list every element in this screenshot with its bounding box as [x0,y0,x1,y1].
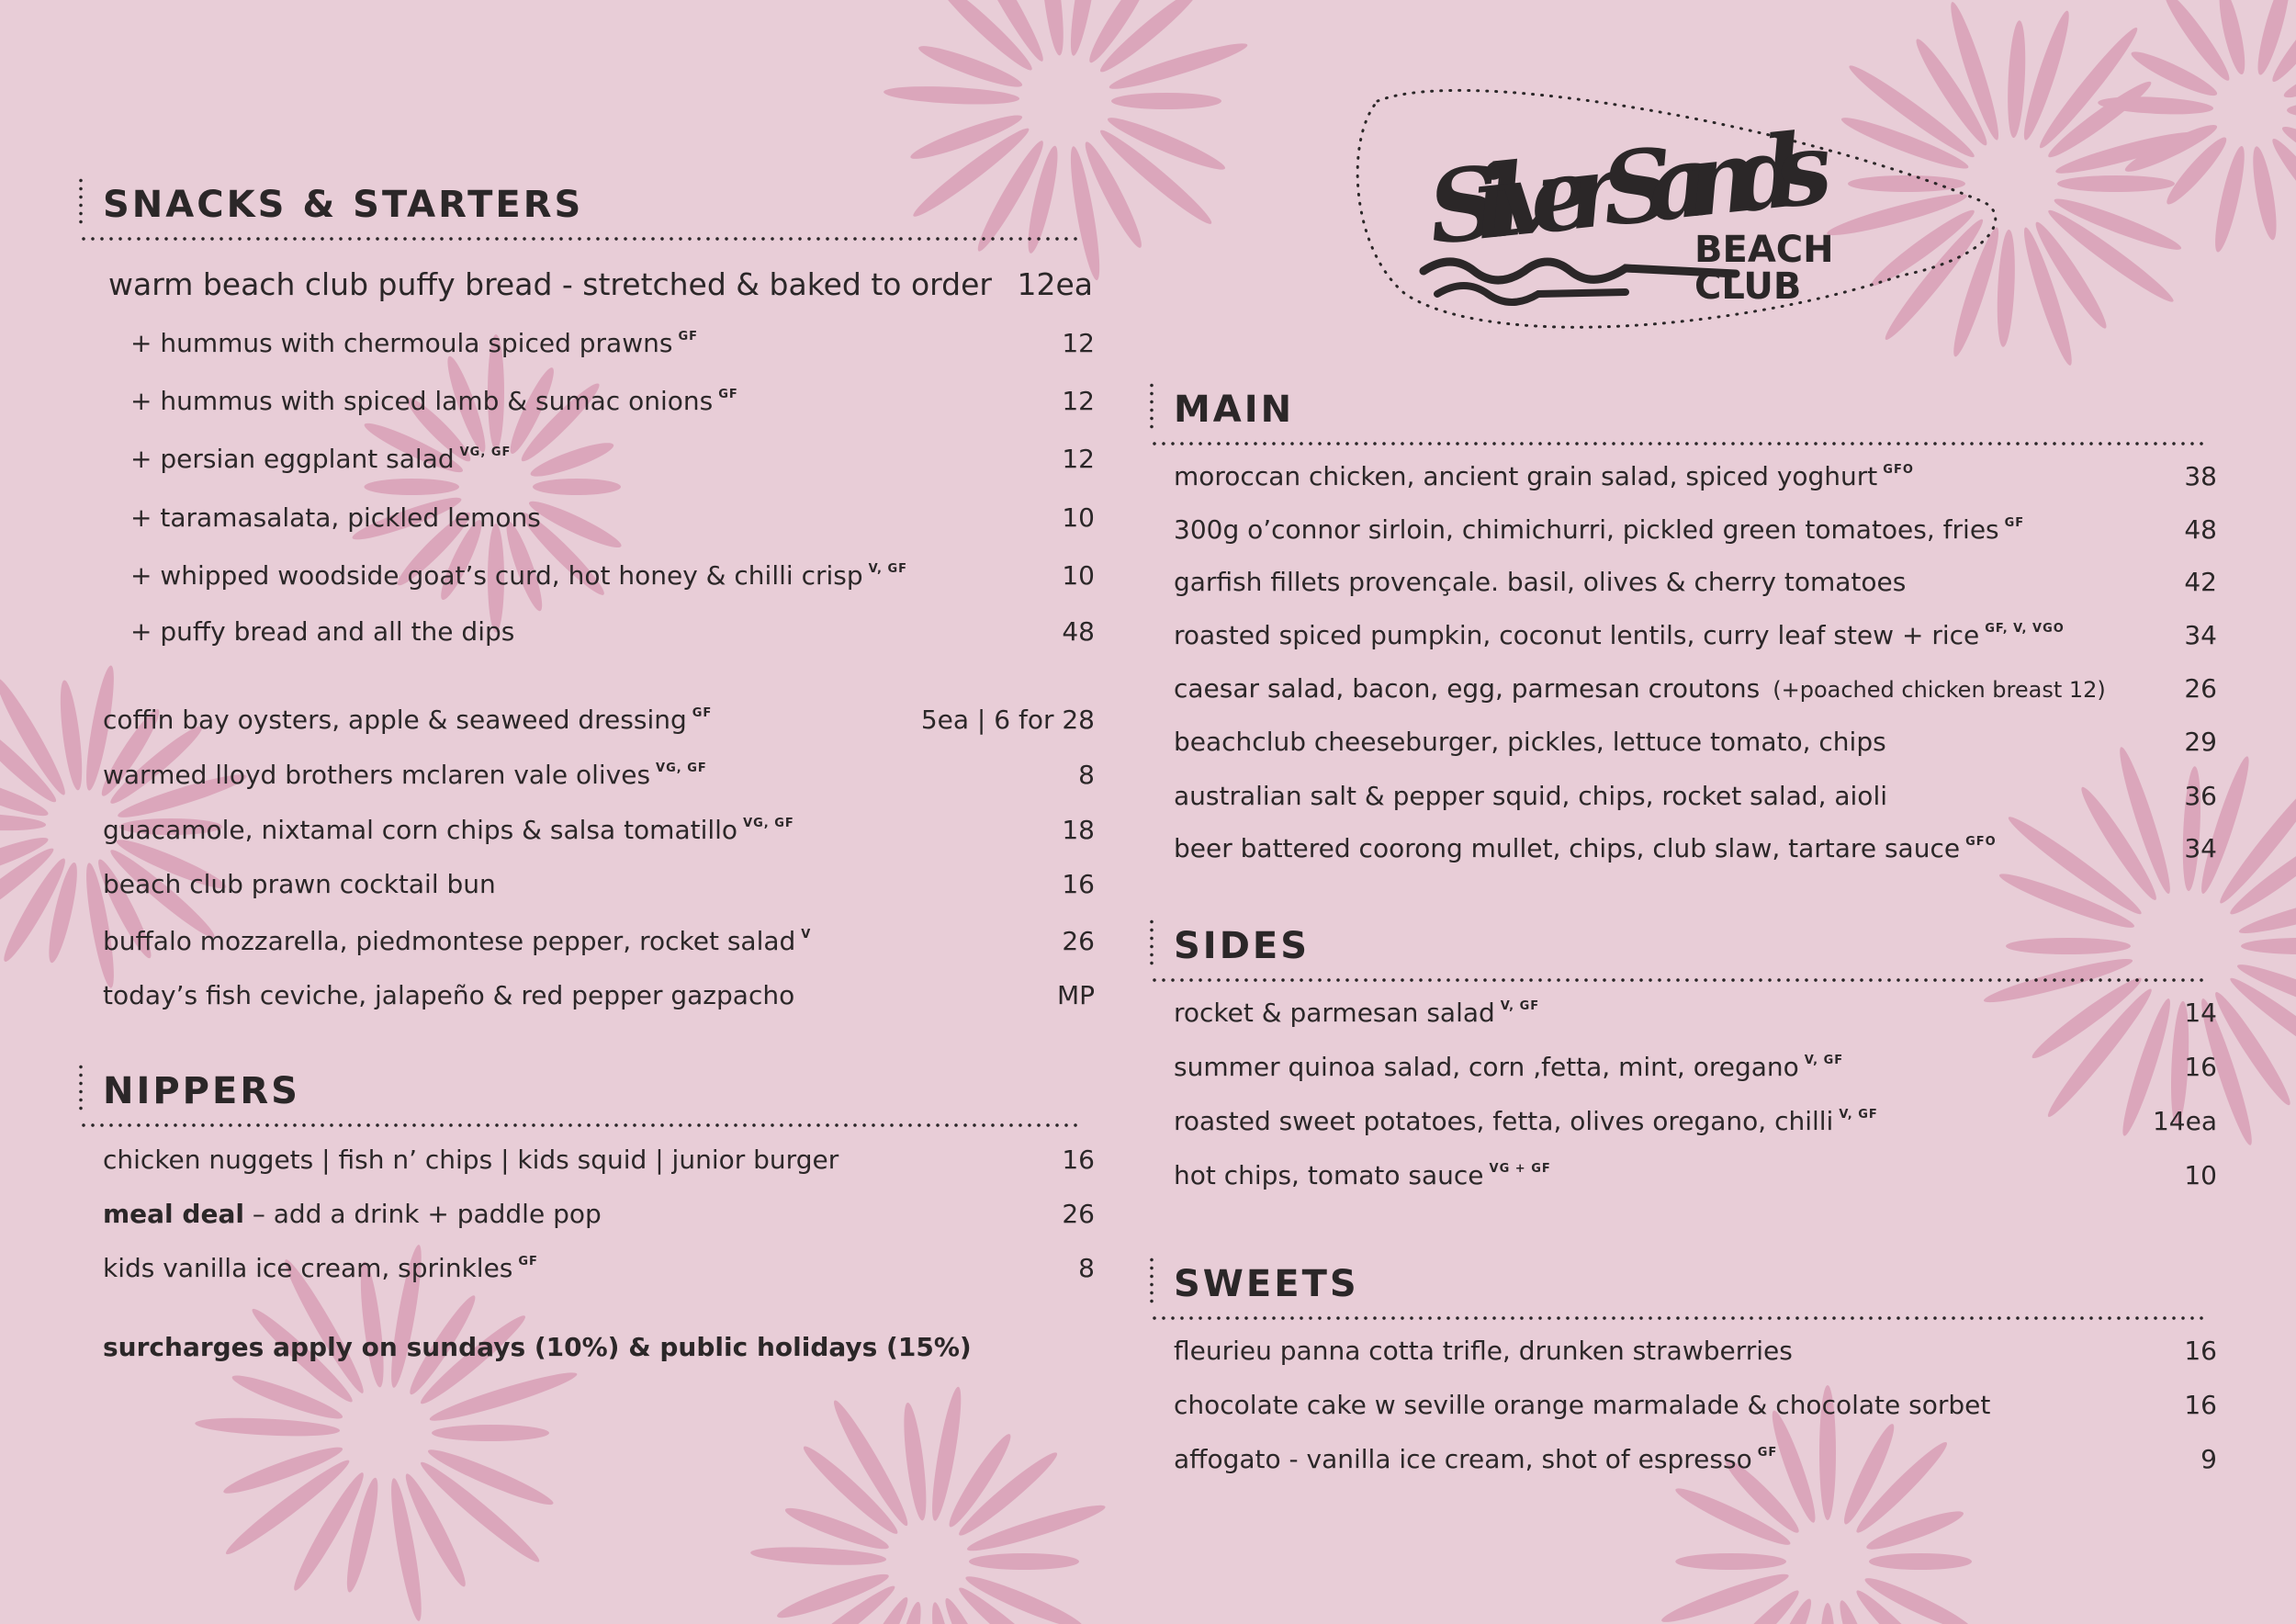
menu-item-name-text: fleurieu panna cotta trifle, drunken strawberries [1174,1336,1793,1366]
menu-item [130,502,1095,539]
menu-item-name-text: + persian eggplant salad [130,444,455,474]
menu-item-name [130,616,514,647]
starburst-ray [365,479,460,495]
menu-item [130,328,1095,365]
menu-item-name [1174,673,2106,704]
menu-item [1174,781,2217,818]
menu-item-name [1174,1160,1551,1190]
starburst-ray [2057,175,2175,192]
menu-item-price: 10 [2184,1160,2217,1190]
starburst-ray [1869,1553,1972,1570]
menu-item [1174,673,2217,710]
menu-item [1174,461,2217,498]
menu-item-name-text: rocket & parmesan salad [1174,998,1495,1028]
section-vertical-dots [1150,381,1154,433]
menu-item-price: 8 [1078,1253,1095,1283]
dietary-tag: V [801,928,812,942]
menu-item-name [103,980,794,1010]
section-divider-dots [1150,442,2204,445]
section-divider-dots [79,237,1082,241]
dietary-tag: VG, GF [656,761,707,775]
menu-item [1174,1336,2217,1372]
starburst-ray [1037,0,1068,57]
menu-item-name [130,328,698,358]
menu-item [1174,1052,2217,1088]
menu-item-name-text: beachclub cheeseburger, pickles, lettuce tomato, chips [1174,727,1886,757]
menu-item-name-text: chicken nuggets | fish n’ chips | kids squid | junior burger [103,1145,839,1175]
dietary-tag: V, GF [868,562,908,576]
menu-item-name [1174,514,2024,545]
menu-item-name-text: kids vanilla ice cream, sprinkles [103,1253,513,1283]
menu-item-price: 16 [2184,1390,2217,1420]
menu-item-price: 16 [1062,869,1095,899]
dietary-tag: GF, V, VGO [1985,622,2065,636]
menu-item-price: 12 [1062,386,1095,416]
menu-item-name-text: + hummus with chermoula spiced prawns [130,328,673,358]
starburst-ray [533,479,621,495]
menu-item-name [130,502,541,533]
starburst-ray [2006,938,2131,954]
menu-item-price: 36 [2184,781,2217,811]
menu-item [103,869,1095,906]
menu-item-price: 16 [1062,1145,1095,1175]
dietary-tag: GFO [1883,463,1914,477]
menu-item-name-text: today’s fish ceviche, jalapeño & red pepper gazpacho [103,980,795,1010]
section-title: NIPPERS [103,1070,300,1112]
menu-item-name [1174,998,1539,1028]
menu-item [103,1199,1095,1235]
menu-item-price: 26 [1062,1199,1095,1229]
section-divider-dots [1150,978,2204,982]
logo-club-text: CLUB [1694,265,1802,308]
dietary-tag: GF [518,1255,538,1269]
menu-item [1174,514,2217,551]
menu-item-price: 34 [2184,833,2217,863]
starburst-ray [1111,93,1221,109]
menu-item [103,760,1095,796]
menu-item-name-text: moroccan chicken, ancient grain salad, spiced yoghurt [1174,461,1878,491]
menu-item-name [103,869,496,899]
dietary-tag: V, GF [1500,999,1540,1013]
menu-item [1174,1106,2217,1143]
menu-item-name-text: warmed lloyd brothers mclaren vale olives [103,760,651,790]
menu-item-name-text: + whipped woodside goat’s curd, hot honey & chilli crisp [130,560,863,591]
menu-item-price: 12 [1062,328,1095,358]
starburst-ray [195,1415,341,1439]
surcharge-note: surcharges apply on sundays (10%) & public holidays (15%) [103,1332,972,1362]
silver-sands-logo [1350,64,2020,358]
menu-item-price: 48 [2184,514,2217,545]
menu-item-name [130,560,907,591]
menu-item-name-text: – add a drink + paddle pop [243,1199,602,1229]
menu-item-price: 10 [1062,502,1095,533]
menu-item-name [1174,567,1906,597]
starburst-ray [907,109,1025,165]
section-title: SWEETS [1174,1263,1359,1305]
menu-item-name-text: + puffy bread and all the dips [130,616,515,647]
logo-badge [1350,64,2020,358]
section-title: SIDES [1174,925,1311,967]
menu-item-name [103,1253,538,1283]
menu-item-name [103,1199,602,1229]
menu-item-name [103,1145,838,1175]
menu-item [1174,1160,2217,1197]
menu-item [1174,1390,2217,1427]
menu-item-name-text: roasted spiced pumpkin, coconut lentils, curry leaf stew + rice [1174,620,1980,650]
menu-item [103,926,1095,963]
menu-item-name [1174,620,2065,650]
menu-item-name-text: garfish fillets provençale. basil, olives & cherry tomatoes [1174,567,1907,597]
starburst-ray [2210,144,2250,254]
menu-item-name-text: hot chips, tomato sauce [1174,1160,1484,1190]
menu-item-name [130,444,511,474]
menu-item-name-text: chocolate cake w seville orange marmalade & chocolate sorbet [1174,1390,1991,1420]
menu-item-price: 14ea [2152,1106,2217,1136]
menu-item-price: 26 [1062,926,1095,956]
menu-item-name [103,815,794,845]
menu-item-name [1174,1336,1793,1366]
menu-item [130,616,1095,653]
menu-item-name [1174,1106,1878,1136]
dietary-tag: VG, GF [743,817,794,830]
section-vertical-dots [79,176,83,228]
dietary-tag: V, GF [1839,1108,1878,1122]
starburst-ray [750,1544,887,1567]
menu-item-name [1174,1052,1843,1082]
menu-item-price: 14 [2184,998,2217,1028]
menu-item-name-bold: meal deal [103,1199,244,1229]
section-divider-dots [79,1123,1082,1127]
menu-item-price: 34 [2184,620,2217,650]
menu-item-name [103,926,811,956]
menu-item-price: 12ea [1017,266,1093,302]
menu-item-name-text: australian salt & pepper squid, chips, rocket salad, aioli [1174,781,1887,811]
starburst-ray [899,1402,930,1522]
menu-item-name-text: caesar salad, bacon, egg, parmesan croutons [1174,673,1761,704]
starburst-ray [1675,1553,1786,1570]
section-title: SNACKS & STARTERS [103,184,584,226]
starburst-ray [2241,938,2296,954]
menu-item-price: 48 [1062,616,1095,647]
menu-item-price: 16 [2184,1052,2217,1082]
menu-item-name [103,705,712,735]
menu-item [1174,727,2217,763]
menu-item-price: 5ea | 6 for 28 [920,705,1095,735]
menu-item-name-text: buffalo mozzarella, piedmontese pepper, rocket salad [103,926,796,956]
menu-item-name-text: roasted sweet potatoes, fetta, olives oregano, chilli [1174,1106,1834,1136]
menu-item-name [1174,727,1886,757]
menu-item [130,444,1095,480]
menu-item-note: (+poached chicken breast 12) [1773,677,2106,703]
menu-item-name [1174,833,1997,863]
menu-item [103,705,1095,741]
section-vertical-dots [1150,918,1154,969]
menu-item [103,1253,1095,1290]
menu-item-name-text: guacamole, nixtamal corn chips & salsa tomatillo [103,815,738,845]
menu-item [1174,833,2217,870]
menu-item-name-text: affogato - vanilla ice cream, shot of espresso [1174,1444,1752,1474]
menu-item-price: 8 [1078,760,1095,790]
section-title: MAIN [1174,389,1295,431]
menu-item [108,266,1093,303]
menu-item-name-text: 300g o’connor sirloin, chimichurri, pickled green tomatoes, fries [1174,514,1999,545]
menu-item-name-text: beer battered coorong mullet, chips, club slaw, tartare sauce [1174,833,1961,863]
menu-item-name [1174,1444,1777,1474]
menu-item-name-text: + hummus with spiced lamb & sumac onions [130,386,714,416]
starburst-ray [2248,145,2281,242]
menu-item-name [108,266,992,302]
menu-item-price: 42 [2184,567,2217,597]
menu-item [130,386,1095,423]
logo-script-text: Silver Sands [1423,109,1838,267]
menu-item-name-text: coffin bay oysters, apple & seaweed dressing [103,705,687,735]
starburst-ray [1819,1603,1836,1624]
menu-item-name [1174,461,1914,491]
logo-beach-text: BEACH [1694,229,1834,271]
starburst-ray [969,1553,1079,1570]
menu-item-name-text: warm beach club puffy bread - stretched & baked to order [108,266,992,302]
menu-item-price: 18 [1062,815,1095,845]
starburst-ray [56,679,86,791]
menu-item-price: 38 [2184,461,2217,491]
menu-item-price: 16 [2184,1336,2217,1366]
dietary-tag: VG + GF [1489,1162,1551,1176]
menu-item [103,980,1095,1017]
dietary-tag: GF [1757,1446,1778,1460]
menu-item-price: 26 [2184,673,2217,704]
menu-item [1174,998,2217,1034]
dietary-tag: GF [718,388,738,401]
menu-item-price: 12 [1062,444,1095,474]
menu-item-price: 10 [1062,560,1095,591]
starburst-ray [432,1425,549,1441]
menu-item-name-text: summer quinoa salad, corn ,fetta, mint, oregano [1174,1052,1799,1082]
menu-item-price: MP [1056,980,1095,1010]
dietary-tag: VG, GF [459,445,512,459]
menu-item-price: 29 [2184,727,2217,757]
starburst-ray [884,84,1020,107]
menu-item [1174,567,2217,603]
menu-item [130,560,1095,597]
section-vertical-dots [1150,1256,1154,1307]
menu-item [103,815,1095,851]
starburst-ray [2287,102,2296,118]
menu-item-name [1174,1390,1990,1420]
menu-item [1174,1444,2217,1481]
menu-item-name [130,386,738,416]
menu-item-name [103,760,707,790]
menu-item [103,1145,1095,1181]
menu-item-name-text: beach club prawn cocktail bun [103,869,496,899]
menu-item [1174,620,2217,657]
dietary-tag: GF [2004,516,2025,530]
section-vertical-dots [79,1063,83,1114]
section-divider-dots [1150,1316,2204,1320]
starburst-ray [962,1570,1086,1624]
menu-item-price: 9 [2200,1444,2217,1474]
dietary-tag: GF [692,706,713,720]
dietary-tag: GF [678,330,698,344]
dietary-tag: V, GF [1804,1054,1844,1067]
menu-item-name [1174,781,1887,811]
menu-item-name-text: + taramasalata, pickled lemons [130,502,541,533]
dietary-tag: GFO [1965,835,1997,849]
